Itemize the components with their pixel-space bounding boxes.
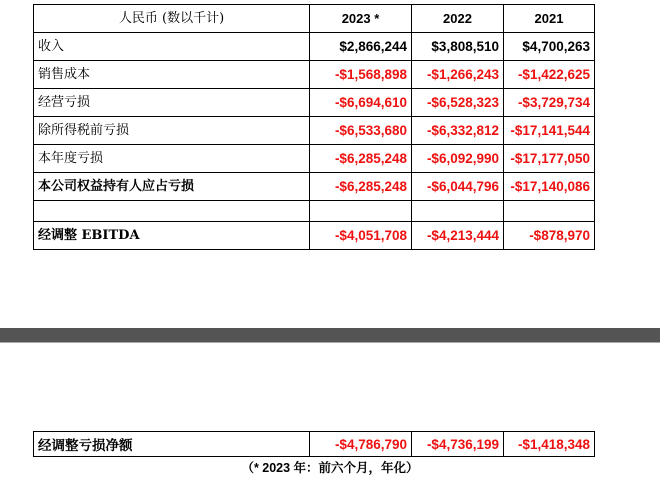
- row-label: 经调整 EBITDA: [34, 222, 310, 250]
- empty-cell: [34, 201, 310, 222]
- footnote: （* 2023 年：前六个月，年化）: [241, 461, 419, 475]
- row-label: 本公司权益持有人应占亏损: [34, 173, 310, 201]
- empty-cell: [310, 201, 412, 222]
- cell-value: -$6,285,248: [310, 173, 412, 201]
- cell-value: -$4,051,708: [310, 222, 412, 250]
- empty-cell: [504, 201, 595, 222]
- cell-value: -$1,422,625: [504, 61, 595, 89]
- row-label: 本年度亏损: [34, 145, 310, 173]
- cell-value: -$6,528,323: [412, 89, 504, 117]
- table-row-loss-attributable: [34, 173, 595, 201]
- cell-value: $3,808,510: [412, 33, 504, 61]
- row-label: 经调整亏损净额: [34, 432, 310, 457]
- cell-value: -$17,140,086: [504, 173, 595, 201]
- cell-value: -$6,092,990: [412, 145, 504, 173]
- table-row-adjusted-ebitda: [34, 222, 595, 250]
- empty-cell: [412, 201, 504, 222]
- table-row-loss-for-year: [34, 145, 595, 173]
- table-row-adjusted-net-loss: [34, 432, 595, 457]
- cell-value: $4,700,263: [504, 33, 595, 61]
- financial-table: [33, 4, 595, 250]
- cell-value: -$6,285,248: [310, 145, 412, 173]
- header-unit-label: 人民币 (数以千计): [34, 5, 310, 33]
- cell-value: -$17,141,544: [504, 117, 595, 145]
- cell-value: -$4,736,199: [412, 432, 504, 457]
- cell-value: $2,866,244: [310, 33, 412, 61]
- row-label: 收入: [34, 33, 310, 61]
- table-row-spacer: [34, 201, 595, 222]
- cell-value: -$6,332,812: [412, 117, 504, 145]
- row-label: 经营亏损: [34, 89, 310, 117]
- cell-value: -$17,177,050: [504, 145, 595, 173]
- cell-value: -$6,044,796: [412, 173, 504, 201]
- cell-value: -$1,266,243: [412, 61, 504, 89]
- section-divider-edge: [0, 342, 660, 343]
- cell-value: -$6,533,680: [310, 117, 412, 145]
- header-year-2021: 2021: [504, 5, 595, 33]
- row-label: 除所得税前亏损: [34, 117, 310, 145]
- cell-value: -$878,970: [504, 222, 595, 250]
- cell-value: -$4,213,444: [412, 222, 504, 250]
- table-row-loss-before-tax: [34, 117, 595, 145]
- table-header-row: [34, 5, 595, 33]
- cell-value: -$1,568,898: [310, 61, 412, 89]
- section-divider: [0, 328, 660, 342]
- cell-value: -$3,729,734: [504, 89, 595, 117]
- table-row-cost-of-sales: [34, 61, 595, 89]
- cell-value: -$6,694,610: [310, 89, 412, 117]
- adjusted-net-loss-table: [33, 431, 595, 457]
- header-year-2022: 2022: [412, 5, 504, 33]
- row-label: 销售成本: [34, 61, 310, 89]
- table-row-revenue: [34, 33, 595, 61]
- header-year-2023: 2023 *: [310, 5, 412, 33]
- cell-value: -$4,786,790: [310, 432, 412, 457]
- cell-value: -$1,418,348: [504, 432, 595, 457]
- table-row-operating-loss: [34, 89, 595, 117]
